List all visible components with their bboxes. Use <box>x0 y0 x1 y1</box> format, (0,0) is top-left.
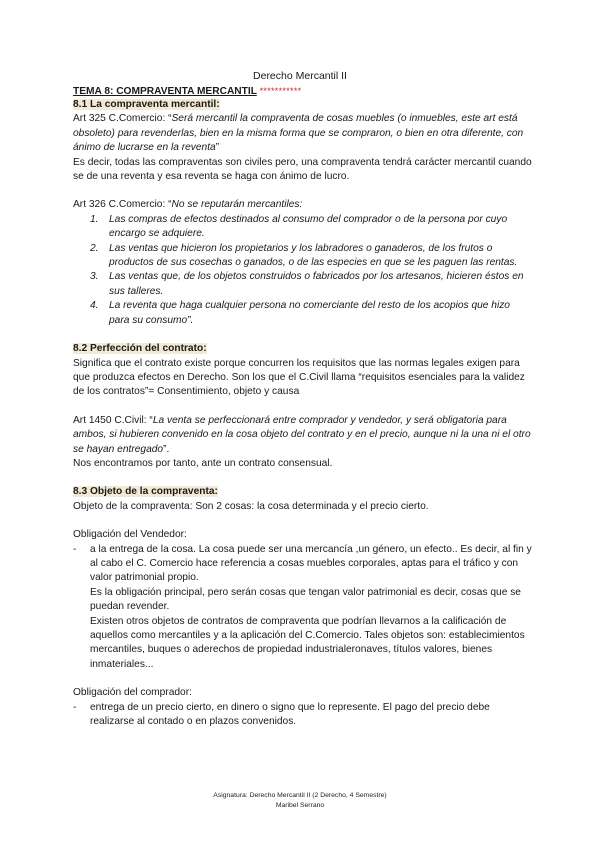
art-325-ref: Art 325 C.Comercio: “ <box>73 113 172 125</box>
art-325-paragraph <box>73 112 533 155</box>
art-1450-quote: La venta se perfeccionará entre comprador y vendedor, y será obligatoria para ambos, si hubieren convenido en la cosa objeto del contrato y en el precio, aunque ni la una ni el otro se hayan entregado <box>73 414 531 455</box>
list-item: 3. Las ventas que, de los objetos construidos o fabricados por los artesanos, hicieren éstos en sus talleres. <box>90 271 524 297</box>
list-item: 4. La reventa que haga cualquier persona no comerciante del resto de los acopios que hizo para su consumo”. <box>90 300 510 326</box>
list-item: 2. Las ventas que hicieron los propietarios y los labradores o ganaderos, de los frutos o productos de sus cosechas o ganados, o de las especies en que se les paguen las rentas. <box>90 242 518 269</box>
art-1450-ref: Art 1450 C.Civil: “ <box>73 414 153 426</box>
art-1450-paragraph <box>73 414 533 457</box>
section-heading-8-3: 8.3 Objeto de la compraventa: <box>73 486 218 498</box>
list-item: - entrega de un precio cierto, en dinero o signo que lo represente. El pago del precio debe realizarse al contado o en plazos convenidos. <box>73 701 490 728</box>
header-title: Derecho Mercantil II <box>253 70 347 82</box>
art-325-close: ” <box>215 142 220 154</box>
art-326-list <box>73 213 533 328</box>
art-326-ref: Art 326 C.Comercio: “ <box>73 199 172 211</box>
tema-title <box>73 85 533 98</box>
vendedor-title: Obligación del Vendedor: <box>73 529 187 541</box>
objeto-intro: Objeto de la compraventa: Son 2 cosas: la cosa determinada y el precio cierto. <box>73 500 429 512</box>
document-body <box>73 85 533 729</box>
footer-author: Maribel Serrano <box>275 802 325 809</box>
section-heading-8-1: 8.1 La compraventa mercantil: <box>73 99 220 110</box>
perfeccion-paragraph: Significa que el contrato existe porque concurren los requisitos que las normas legales exigen para que produzca efectos en Derecho. Son los que el C.Civil llama “requisitos esenciales para la validez de los contratos”= Consentimiento, objeto y causa <box>73 357 525 398</box>
tema-title-text: TEMA 8: COMPRAVENTA MERCANTIL <box>73 86 257 97</box>
comprador-title: Obligación del comprador: <box>73 687 192 699</box>
list-item: - a la entrega de la cosa. La cosa puede ser una mercancía ,un género, un efecto.. Es decir, al fin y al cabo el C. Comercio hace referencia a cosas muebles corporales, aptas para el tráfico y con valor patrimonial propio. Es la obligación principal, pero serán cosas que tengan valor patrimonial es decir, cosas que se puedan revender. Existen otros objetos de contratos de compraventa que podrían llevarnos a la calificación de aquellos como mercantiles y a la aplicación del C.Comercio. Tales objetos son: establecimientos mercantiles, buques o aderechos de propiedad industrialeronaves, títulos valores, bienes inmateriales... <box>73 543 532 670</box>
art-326-quote: No se reputarán mercantiles: <box>171 199 303 211</box>
footer-subject: Asignatura: Derecho Mercantil II (2 Derecho, 4 Semestre) <box>213 792 387 799</box>
page-footer <box>0 791 600 811</box>
explanation-paragraph: Es decir, todas las compraventas son civiles pero, una compraventa tendrá carácter mercantil cuando se de una reventa y esa reventa se haga con ánimo de lucro. <box>73 156 532 183</box>
art-325-quote: Será mercantil la compraventa de cosas muebles (o inmuebles, este art está obsoleto) para revenderlas, bien en la misma forma que se compraron, o bien en otra diferente, con ánimo de lucrarse en la reventa <box>73 113 524 154</box>
comprador-list <box>73 701 533 730</box>
vendedor-list <box>73 543 533 673</box>
consensual-paragraph: Nos encontramos por tanto, ante un contrato consensual. <box>73 457 333 469</box>
section-heading-8-2: 8.2 Perfección del contrato: <box>73 343 207 355</box>
page-header <box>0 70 600 83</box>
art-326-paragraph <box>73 198 533 212</box>
tema-stars: *********** <box>259 86 302 96</box>
art-1450-close: ”. <box>163 443 170 455</box>
list-item: 1. Las compras de efectos destinados al consumo del comprador o de la persona por cuyo encargo se adquiere. <box>90 213 508 240</box>
